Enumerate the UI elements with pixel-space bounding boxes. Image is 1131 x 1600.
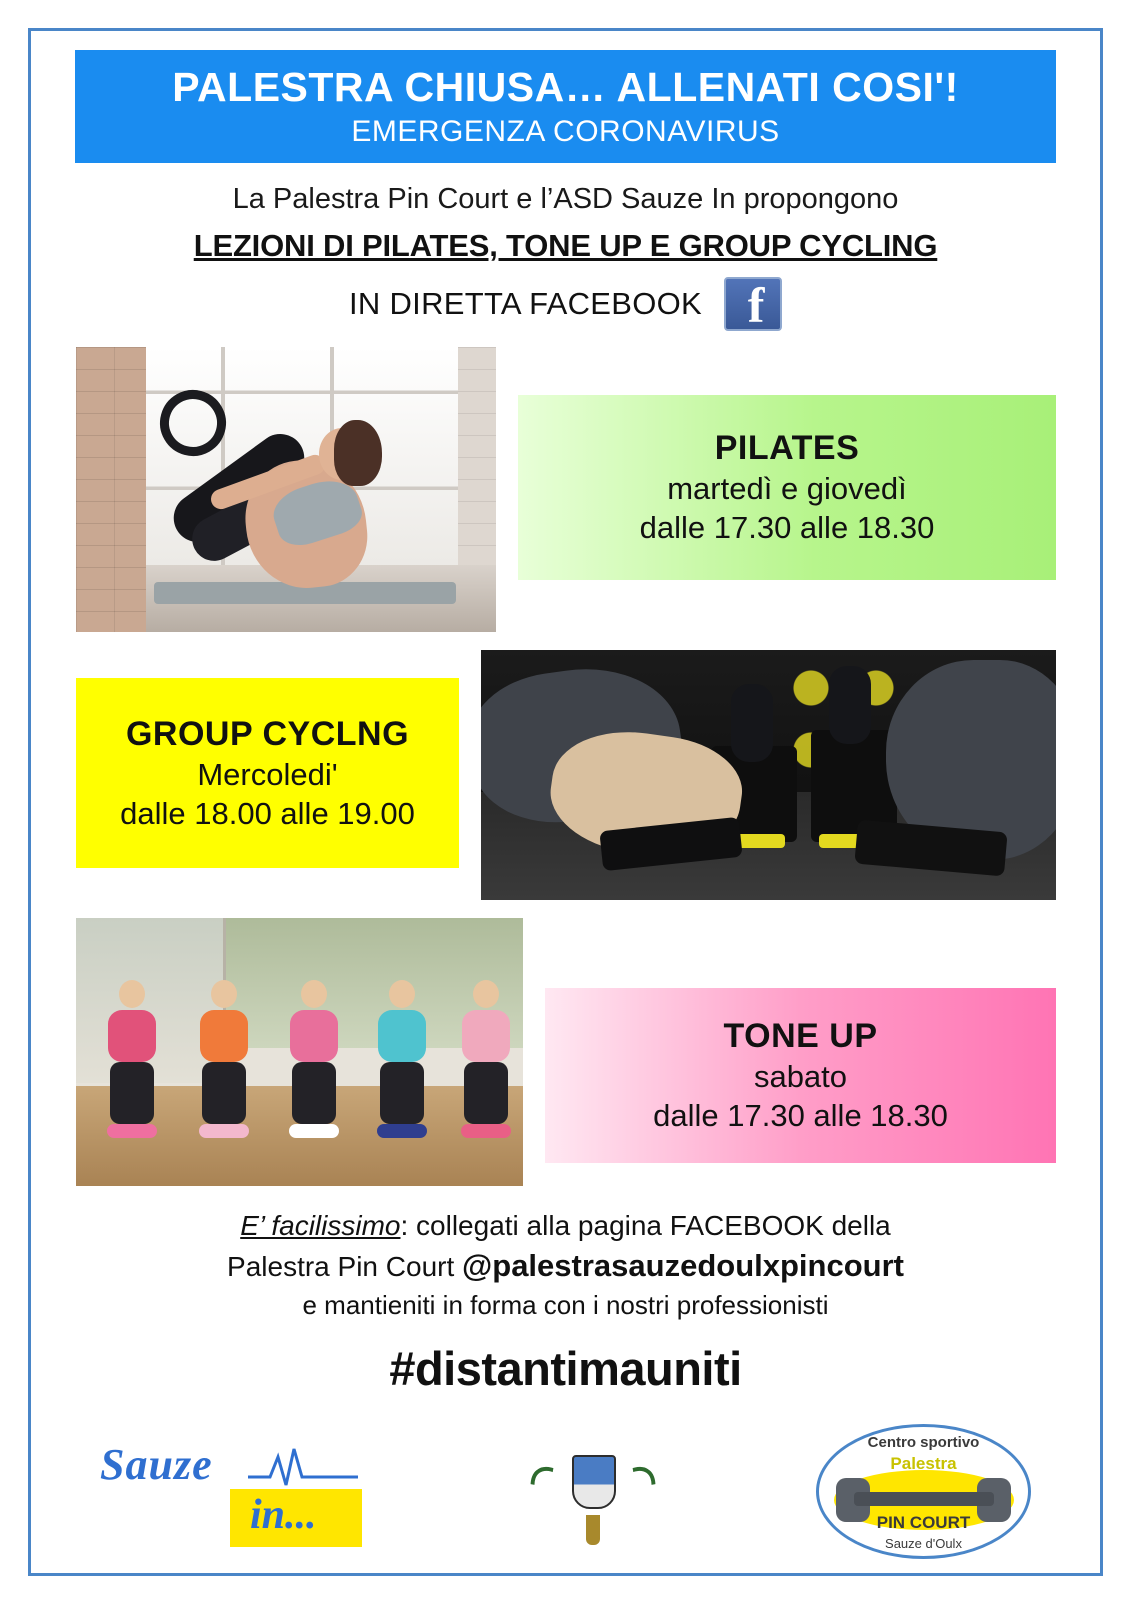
footer-line-2-prefix: Palestra Pin Court xyxy=(227,1251,455,1283)
dumbbell-bar-icon xyxy=(854,1492,994,1506)
sauze-in-logo-second-word: in... xyxy=(250,1492,317,1539)
class-row-group-cycling xyxy=(54,650,1077,900)
facebook-handle[interactable]: @palestrasauzedoulxpincourt xyxy=(462,1248,904,1284)
pilates-title: PILATES xyxy=(714,429,860,468)
tone-photo-person xyxy=(284,980,344,1138)
tone-photo-person-legs xyxy=(380,1062,424,1124)
group-cycling-time: dalle 18.00 alle 19.00 xyxy=(120,795,415,831)
tone-photo-person-top xyxy=(462,1010,510,1062)
class-row-tone-up xyxy=(54,918,1077,1186)
tone-photo-person-legs xyxy=(110,1062,154,1124)
pin-court-logo xyxy=(816,1424,1031,1559)
tone-up-days: sabato xyxy=(753,1059,848,1095)
pilates-time: dalle 17.30 alle 18.30 xyxy=(639,510,935,546)
facebook-icon[interactable] xyxy=(724,277,782,334)
group-cycling-title: GROUP CYCLNG xyxy=(125,714,410,753)
crest-stem xyxy=(586,1515,600,1545)
banner-title: PALESTRA CHIUSA… ALLENATI COSI'! xyxy=(172,64,959,110)
intro-line-3-row xyxy=(54,277,1077,334)
intro-line-1: La Palestra Pin Court e l’ASD Sauze In propongono xyxy=(232,183,899,216)
tone-photo-person-legs xyxy=(292,1062,336,1124)
group-cycling-days: Mercoledi' xyxy=(197,756,338,792)
tone-photo-person-top xyxy=(378,1010,426,1062)
tone-photo-person xyxy=(456,980,516,1138)
pilates-days: martedì e giovedì xyxy=(667,471,907,507)
pin-court-logo-line-3: PIN COURT xyxy=(876,1513,971,1533)
ecg-line-icon xyxy=(248,1447,358,1491)
tone-photo-person-head xyxy=(211,980,237,1008)
tone-photo-person-shoes xyxy=(107,1124,157,1138)
tone-photo-person xyxy=(372,980,432,1138)
logos-row xyxy=(100,1424,1031,1559)
tone-photo-person-head xyxy=(301,980,327,1008)
pilates-info-panel xyxy=(518,395,1056,580)
shield-icon xyxy=(572,1455,616,1509)
footer-line-1 xyxy=(54,1210,1077,1242)
intro-block xyxy=(54,183,1077,334)
tone-photo-person xyxy=(102,980,162,1138)
intro-line-3: IN DIRETTA FACEBOOK xyxy=(348,286,703,322)
hashtag: #distantimauniti xyxy=(389,1342,742,1396)
pilates-photo xyxy=(76,347,496,632)
facebook-icon-letter: f xyxy=(747,277,765,334)
pin-court-logo-line-2: Palestra xyxy=(890,1454,957,1474)
tone-photo-person-shoes xyxy=(289,1124,339,1138)
header-banner xyxy=(75,50,1056,163)
tone-photo-person-legs xyxy=(464,1062,508,1124)
tone-up-time: dalle 17.30 alle 18.30 xyxy=(653,1098,948,1134)
tone-photo-person-head xyxy=(389,980,415,1008)
footer-line-3: e mantieniti in forma con i nostri professionisti xyxy=(302,1290,829,1321)
tone-photo-person-top xyxy=(108,1010,156,1062)
tone-photo-person-shoes xyxy=(461,1124,511,1138)
footer-line-1-emphasis: E’ facilissimo xyxy=(240,1210,401,1242)
tone-photo-person-shoes xyxy=(199,1124,249,1138)
footer-line-2 xyxy=(54,1248,1077,1284)
tone-photo-person xyxy=(194,980,254,1138)
tone-up-title: TONE UP xyxy=(723,1017,878,1056)
intro-line-2: LEZIONI DI PILATES, TONE UP E GROUP CYCLING xyxy=(193,228,938,264)
group-cycling-photo xyxy=(481,650,1056,900)
group-cycling-info-panel xyxy=(76,678,459,868)
tone-up-info-panel xyxy=(545,988,1056,1163)
footer-instructions xyxy=(54,1210,1077,1396)
pilates-photo-hair xyxy=(334,420,382,486)
class-row-pilates xyxy=(54,347,1077,632)
tone-photo-person-shoes xyxy=(377,1124,427,1138)
footer-line-1-rest: : collegati alla pagina FACEBOOK della xyxy=(400,1210,891,1242)
tone-photo-person-head xyxy=(473,980,499,1008)
poster-content xyxy=(30,28,1101,1559)
pin-court-logo-line-1: Centro sportivo xyxy=(867,1434,980,1452)
tone-photo-person-legs xyxy=(202,1062,246,1124)
pilates-photo-wall-left xyxy=(76,347,146,632)
comune-crest-logo xyxy=(528,1439,658,1559)
tone-photo-person-head xyxy=(119,980,145,1008)
pin-court-logo-line-4: Sauze d'Oulx xyxy=(885,1536,962,1552)
cycling-photo-rider xyxy=(829,666,871,744)
cycling-photo-rider xyxy=(731,684,773,762)
sauze-in-logo-word: Sauze xyxy=(100,1440,213,1490)
sauze-in-logo xyxy=(100,1439,370,1559)
banner-subtitle: EMERGENZA CORONAVIRUS xyxy=(351,115,780,149)
tone-up-photo xyxy=(76,918,523,1186)
tone-photo-person-top xyxy=(200,1010,248,1062)
tone-photo-person-top xyxy=(290,1010,338,1062)
